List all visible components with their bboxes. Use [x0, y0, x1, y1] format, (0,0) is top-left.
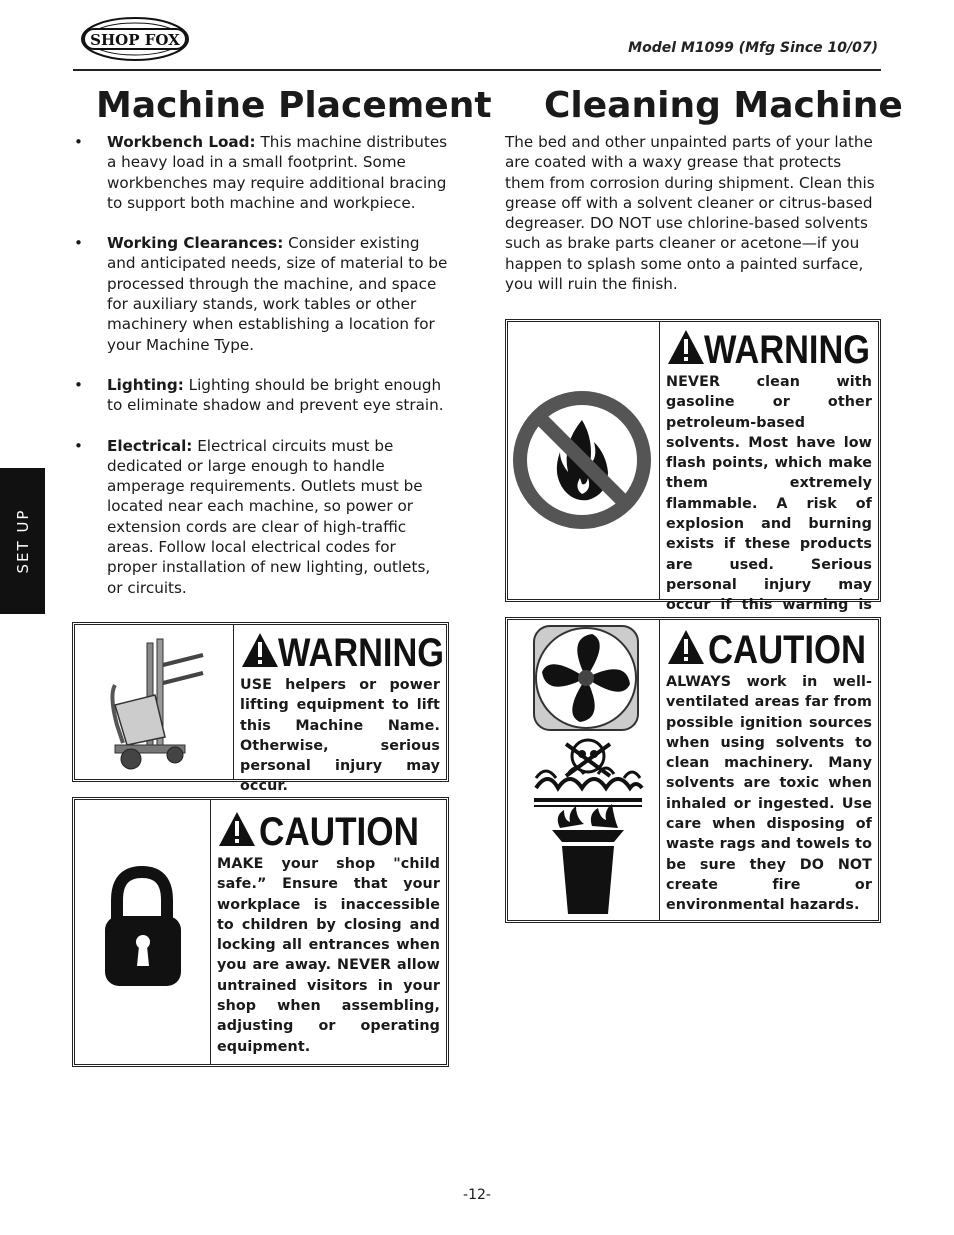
no-fire-icon [508, 322, 659, 599]
lifting-warning-text-panel [234, 625, 446, 795]
warning-triangle-icon [666, 628, 872, 672]
caution-heading [666, 626, 872, 670]
list-item [72, 375, 448, 416]
hand-truck-icon [75, 625, 233, 779]
side-tab-label: SET UP [13, 508, 32, 574]
child-safe-caution-text: MAKE your shop "child safe.” Ensure that your workplace is inaccessible to children by closing and locking all entrances when you are away. NEVER allow untrained visitors in your shop when assembling, adjusting or operating equipment. [217, 856, 440, 1055]
page-number: -12- [463, 1187, 491, 1203]
bullet-label: Working Clearances: [107, 234, 284, 253]
no-fire-picture-panel [508, 322, 660, 599]
caution-label: CAUTION [708, 628, 866, 672]
bullet-text: This machine distributes a heavy load in a small footprint. Some workbenches may require additional bracing to support both machine and workpiece. [107, 133, 448, 212]
solvent-warning-text: NEVER clean with gasoline or other petroleum-based solvents. Most have low flash points, which make them extremely flammable. A risk of explosion and burning exists if these products are used. Serious personal injury may occur if this warning is [666, 374, 872, 614]
bullet-text: Electrical circuits must be dedicated or large enough to handle amperage requirements. Outlets must be located near each machine, so power or extension cords are clear of high-traffic areas. Follow local electrical codes for proper installation of new lighting, outlets, or circuits. [107, 436, 431, 597]
section-side-tab [0, 468, 45, 614]
cleaning-machine-title: Cleaning Machine [544, 85, 903, 126]
padlock-icon [75, 800, 210, 1064]
ventilation-caution-text-panel [660, 620, 878, 920]
warning-triangle-icon [240, 631, 446, 675]
machine-placement-title: Machine Placement [96, 85, 492, 126]
lifting-picture-panel [75, 625, 234, 779]
bullet-label: Workbench Load: [107, 133, 256, 151]
cleaning-intro-paragraph: The bed and other unpainted parts of your lathe are coated with a waxy grease that protects them from corrosion during shipment. Clean this grease off with a solvent cleaner or citrus-based degreaser. DO NOT use chlorine-based solvents such as brake parts cleaner or acetone—if you happen to splash some onto a painted surface, you will ruin the finish. [505, 133, 875, 294]
bullet-text: Lighting should be bright enough to eliminate shadow and prevent eye strain. [107, 375, 444, 415]
warning-label: WARNING [278, 631, 444, 675]
ventilation-caution-text: ALWAYS work in well-ventilated areas far from possible ignition sources when using solvents to clean machinery. Many solvents are toxic when inhaled or ingested. Use care when disposing of waste rags and towels to be sure they DO NOT create fire or environmental hazards. [666, 674, 872, 914]
hazard-pictures-panel [508, 620, 660, 920]
model-number: Model M1099 (Mfg Since 10/07) [628, 40, 878, 56]
waste-can-fire-icon [552, 804, 624, 914]
toxic-skull-icon [534, 740, 642, 806]
hazard-icons [508, 620, 659, 920]
solvent-warning-box [505, 319, 881, 614]
list-item [72, 436, 448, 598]
caution-heading [217, 808, 440, 852]
warning-triangle-icon [217, 810, 423, 854]
bullet-text: Consider existing and anticipated needs, size of material to be processed through the machine, and space for auxiliary stands, work tables or other machinery when establishing a location for your Machine Type. [107, 234, 448, 354]
header-rule [73, 69, 881, 71]
ventilation-caution-box [505, 617, 881, 923]
shop-fox-logo [80, 16, 190, 62]
bullet-label: Electrical: [107, 436, 193, 455]
warning-label: WARNING [704, 328, 870, 372]
ventilation-fan-icon [534, 626, 638, 730]
caution-label: CAUTION [259, 810, 419, 854]
lifting-warning-text: USE helpers or power lifting equipment to lift this Machine Name. Otherwise, serious personal injury may occur. [240, 677, 440, 795]
warning-triangle-icon [666, 328, 872, 372]
list-item [72, 132, 448, 213]
bullet-label: Lighting: [107, 375, 184, 394]
solvent-warning-text-panel [660, 322, 878, 614]
placement-bullet-list [72, 132, 448, 618]
lifting-warning-box [72, 622, 449, 795]
child-safe-caution-text-panel [211, 800, 446, 1064]
list-item [72, 233, 448, 355]
logo-text: SHOP FOX [90, 31, 180, 49]
padlock-picture-panel [75, 800, 211, 1064]
child-safe-caution-box [72, 797, 449, 1067]
warning-heading [666, 326, 872, 370]
warning-heading [240, 629, 444, 675]
